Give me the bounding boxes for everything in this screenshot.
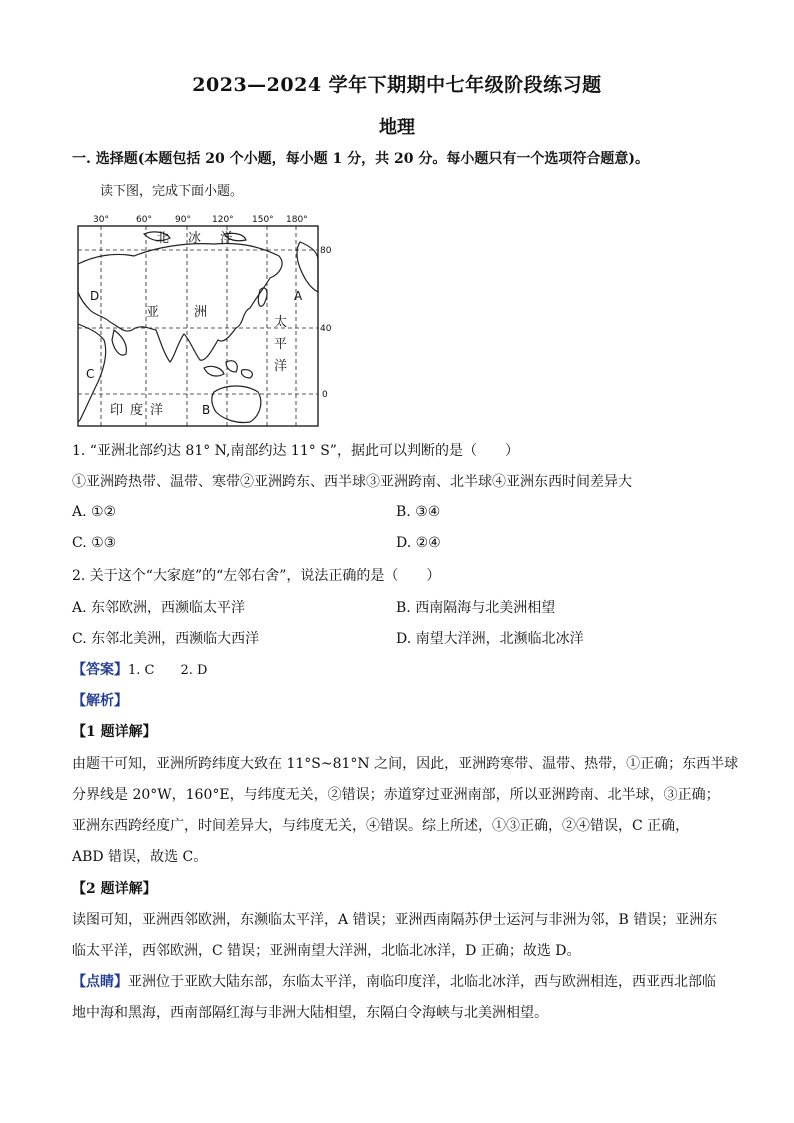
pacific-label-2: 平 [274, 337, 288, 352]
indian-label-2: 度 [130, 403, 144, 418]
lon-label-120: 120° [212, 215, 234, 225]
asia-label-2: 洲 [194, 305, 208, 320]
instruction-text: 读下图，完成下面小题。 [100, 184, 244, 199]
latitude-labels [320, 246, 332, 400]
asia-map-svg [74, 212, 332, 430]
lon-label-60: 60° [136, 215, 152, 225]
detail1-line: 亚洲东西跨经度广，时间差异大，与纬度无关，④错误。综上所述，①③正确，②④错误，C 正确， [72, 818, 690, 834]
lat-label-0: 0 [322, 390, 328, 400]
q1-option-a: A. ①② [72, 504, 117, 520]
lat-label-40: 40 [320, 324, 332, 334]
lon-label-30: 30° [93, 215, 109, 225]
lat-label-80: 80 [320, 246, 332, 256]
arctic-label-1: 北 [156, 231, 170, 246]
page-title: 2023—2024 学年下期期中七年级阶段练习题 [192, 74, 602, 96]
lon-label-180: 180° [286, 215, 308, 225]
answer-value: 1. C 2. D [128, 663, 208, 678]
tips-text: 亚洲位于亚欧大陆东部，东临太平洋，南临印度洋，北临北冰洋，西与欧洲相连，西亚西北部临 [128, 974, 716, 990]
q1-stem: 1. “亚洲北部约达 81° N,南部约达 11° S”，据此可以判断的是（ ） [72, 443, 519, 459]
answer-line [72, 660, 207, 681]
tips-line-1 [72, 972, 716, 992]
detail1-label: 【1 题详解】 [72, 724, 157, 740]
pacific-label-3: 洋 [274, 359, 288, 374]
detail1-line: ABD 错误，故选 C。 [72, 849, 208, 865]
map-label-c: C [86, 367, 95, 381]
analysis-label: 【解析】 [72, 693, 128, 709]
subject-title: 地理 [379, 117, 415, 138]
detail2-line: 读图可知，亚洲西邻欧洲，东濒临太平洋，A 错误；亚洲西南隔苏伊士运河与非洲为邻，B 错误；亚洲东 [72, 912, 718, 928]
longitude-labels [93, 215, 308, 225]
answer-label: 【答案】 [72, 662, 128, 678]
indian-label-1: 印 [110, 403, 124, 418]
map-label-a: A [294, 289, 303, 303]
q1-option-c: C. ①③ [72, 535, 117, 551]
pacific-label-1: 太 [274, 315, 288, 330]
tips-line-2: 地中海和黑海，西南部隔红海与非洲大陆相望，东隔白令海峡与北美洲相望。 [72, 1005, 548, 1021]
arctic-label-2: 冰 [188, 231, 202, 246]
q1-option-b: B. ③④ [396, 504, 441, 520]
arctic-label-3: 洋 [220, 231, 234, 246]
q2-stem: 2. 关于这个“大家庭”的“左邻右舍”，说法正确的是（ ） [72, 568, 441, 584]
q1-option-d: D. ②④ [396, 535, 441, 551]
map-label-d: D [90, 289, 100, 303]
q2-option-a: A. 东邻欧洲，西濒临太平洋 [72, 600, 246, 616]
q2-option-d: D. 南望大洋洲，北濒临北冰洋 [396, 631, 584, 647]
detail1-line: 由题干可知，亚洲所跨纬度大致在 11°S~81°N 之间，因此，亚洲跨寒带、温带、热带，①正确；东西半球 [72, 756, 739, 772]
lon-label-90: 90° [175, 215, 191, 225]
lon-label-150: 150° [252, 215, 274, 225]
q2-option-b: B. 西南隔海与北美洲相望 [396, 600, 556, 616]
detail2-line: 临太平洋，西邻欧洲，C 错误；亚洲南望大洋洲，北临北冰洋，D 正确；故选 D。 [72, 943, 581, 959]
asia-label-1: 亚 [146, 305, 160, 320]
section-heading: 一. 选择题(本题包括 20 个小题，每小题 1 分，共 20 分。每小题只有一个选项符合题意)。 [72, 151, 649, 167]
q1-statements: ①亚洲跨热带、温带、寒带②亚洲跨东、西半球③亚洲跨南、北半球④亚洲东西时间差异大 [72, 474, 632, 490]
detail1-line: 分界线是 20°W，160°E，与纬度无关，②错误；赤道穿过亚洲南部，所以亚洲跨南、北半球，③正确； [72, 787, 720, 803]
region-labels [110, 231, 287, 418]
q2-option-c: C. 东邻北美洲，西濒临大西洋 [72, 631, 260, 647]
map-label-b: B [202, 403, 211, 417]
detail2-label: 【2 题详解】 [72, 881, 157, 897]
tips-label: 【点睛】 [72, 974, 128, 990]
asia-map-figure [74, 212, 332, 430]
indian-label-3: 洋 [150, 403, 164, 418]
